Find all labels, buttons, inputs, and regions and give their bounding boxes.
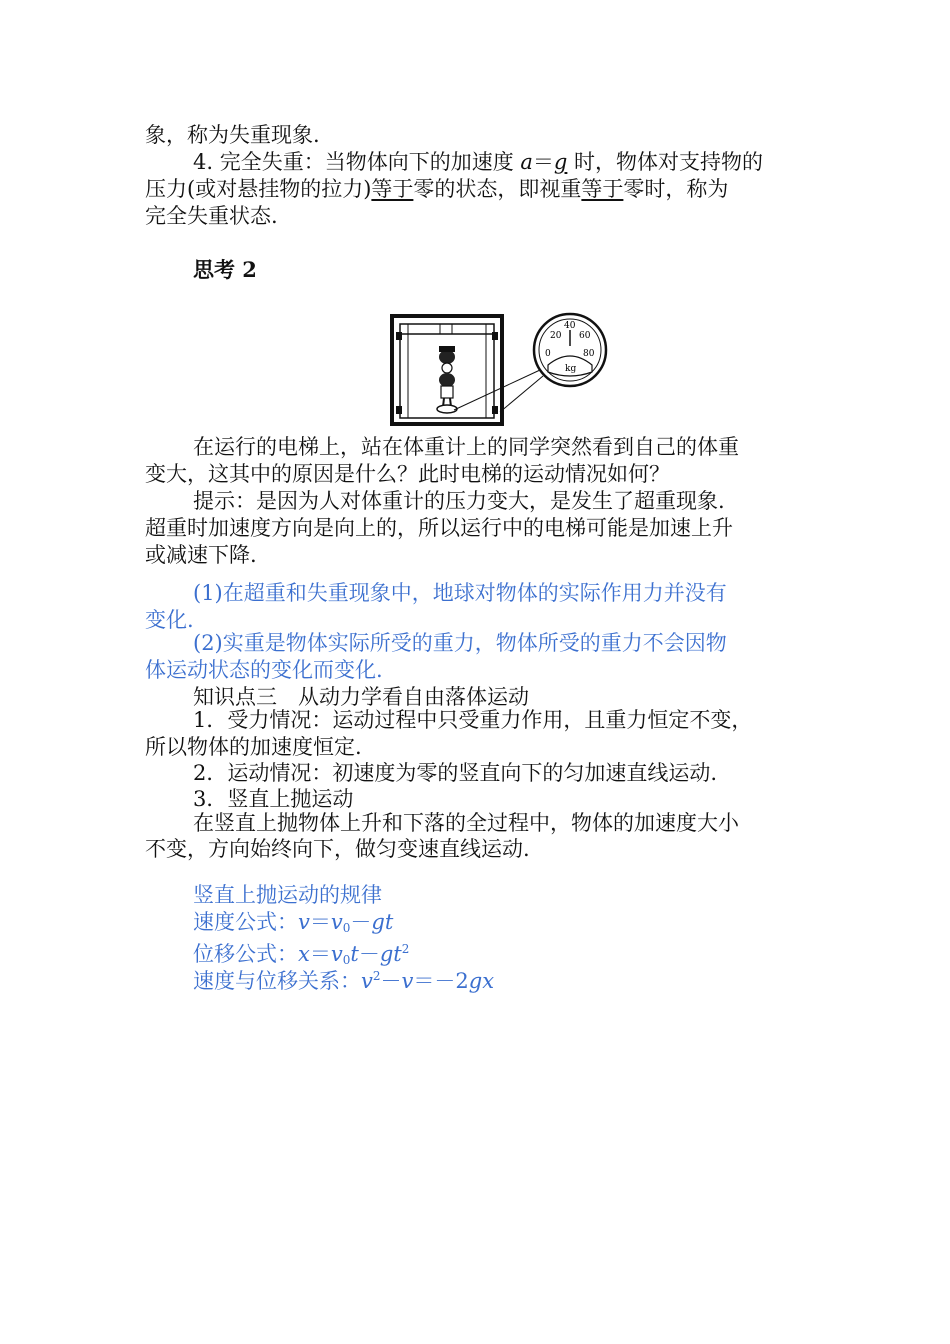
tick-label: 0 <box>545 349 551 359</box>
item-4-text: 4. 完全失重：当物体向下的加速度 <box>193 150 521 174</box>
displacement-formula: 位移公式：$x=v_0t-gt^2$ <box>193 942 410 967</box>
note-line <box>145 657 383 684</box>
formula-label: 位移公式： <box>193 942 298 966</box>
text-line <box>145 542 257 569</box>
velocity-formula: 速度公式：$v=v_0-gt$ <box>193 910 394 935</box>
tick-label: 40 <box>564 321 576 331</box>
paragraph-text: 象，称为失重现象. <box>145 123 320 147</box>
velocity-displacement-formula: 速度与位移关系：$v^2-v=-2gx$ <box>193 969 495 993</box>
note-text: 变化. <box>145 608 194 632</box>
text-line <box>145 515 733 542</box>
tick-label: 60 <box>579 331 591 341</box>
item-4-line <box>193 149 763 176</box>
paragraph-text: 零时，称为 <box>623 177 729 201</box>
note-line <box>145 607 194 634</box>
item-text: 所以物体的加速度恒定. <box>145 735 362 759</box>
item-4-text-end: 时，物体对支持物的 <box>567 150 764 174</box>
note-line <box>193 580 727 607</box>
tick-label: 80 <box>583 349 595 359</box>
note-line <box>193 630 727 657</box>
item-text: 3．竖直上抛运动 <box>193 787 354 811</box>
var-a: a <box>520 150 533 174</box>
item-text: 2．运动情况：初速度为零的竖直向下的匀加速直线运动. <box>193 761 718 785</box>
underlined-answer: 等于 <box>371 177 414 201</box>
text-line <box>193 786 353 813</box>
hint-text: 超重时加速度方向是向上的，所以运行中的电梯可能是加速上升 <box>145 516 733 540</box>
note-text: (2)实重是物体实际所受的重力，物体所受的重力不会因物 <box>193 631 727 655</box>
item-text: 在竖直上抛物体上升和下落的全过程中，物体的加速度大小 <box>193 811 739 835</box>
elevator-scale-figure <box>388 310 618 430</box>
equals-sign: ＝ <box>532 150 554 174</box>
text-line <box>145 122 320 149</box>
think-heading: 思考 2 <box>193 257 257 282</box>
formula-label: 速度与位移关系： <box>193 969 361 993</box>
paragraph-text: 完全失重状态. <box>145 204 278 228</box>
hint-label: 提示： <box>193 489 256 513</box>
scale-dial-icon <box>534 314 606 386</box>
text-line <box>145 836 530 863</box>
paragraph-text: 零的状态，即视重 <box>413 177 582 201</box>
item-text: 不变，方向始终向下，做匀变速直线运动. <box>145 837 530 861</box>
text-line <box>193 760 717 787</box>
hint-text: 是因为人对体重计的压力变大，是发生了超重现象. <box>256 489 725 513</box>
person-icon <box>439 346 455 407</box>
text-line <box>193 707 752 734</box>
formula-label: 速度公式： <box>193 910 298 934</box>
paragraph-text: 压力(或对悬挂物的拉力) <box>145 177 372 201</box>
text-line <box>145 734 362 761</box>
tick-label: 20 <box>550 331 562 341</box>
note-text: (1)在超重和失重现象中，地球对物体的实际作用力并没有 <box>193 581 727 605</box>
formula: v <box>298 910 310 934</box>
laws-title: 竖直上抛运动的规律 <box>193 883 382 907</box>
question-text: 在运行的电梯上，站在体重计上的同学突然看到自己的体重 <box>193 435 739 459</box>
text-line <box>145 203 278 230</box>
unit-label: kg <box>565 364 577 374</box>
section-heading: 知识点三 从动力学看自由落体运动 <box>193 685 529 709</box>
text-line <box>145 176 728 203</box>
var-g: g <box>553 150 568 174</box>
elevator-illustration <box>388 310 618 430</box>
text-line <box>193 434 739 461</box>
underlined-answer: 等于 <box>581 177 624 201</box>
hint-text: 或减速下降. <box>145 543 257 567</box>
text-line <box>145 461 670 488</box>
item-text: 1．受力情况：运动过程中只受重力作用，且重力恒定不变， <box>193 708 753 732</box>
note-text: 体运动状态的变化而变化. <box>145 658 383 682</box>
question-text: 变大，这其中的原因是什么？此时电梯的运动情况如何？ <box>145 462 670 486</box>
hint-line <box>193 488 725 515</box>
text-line <box>193 810 739 837</box>
